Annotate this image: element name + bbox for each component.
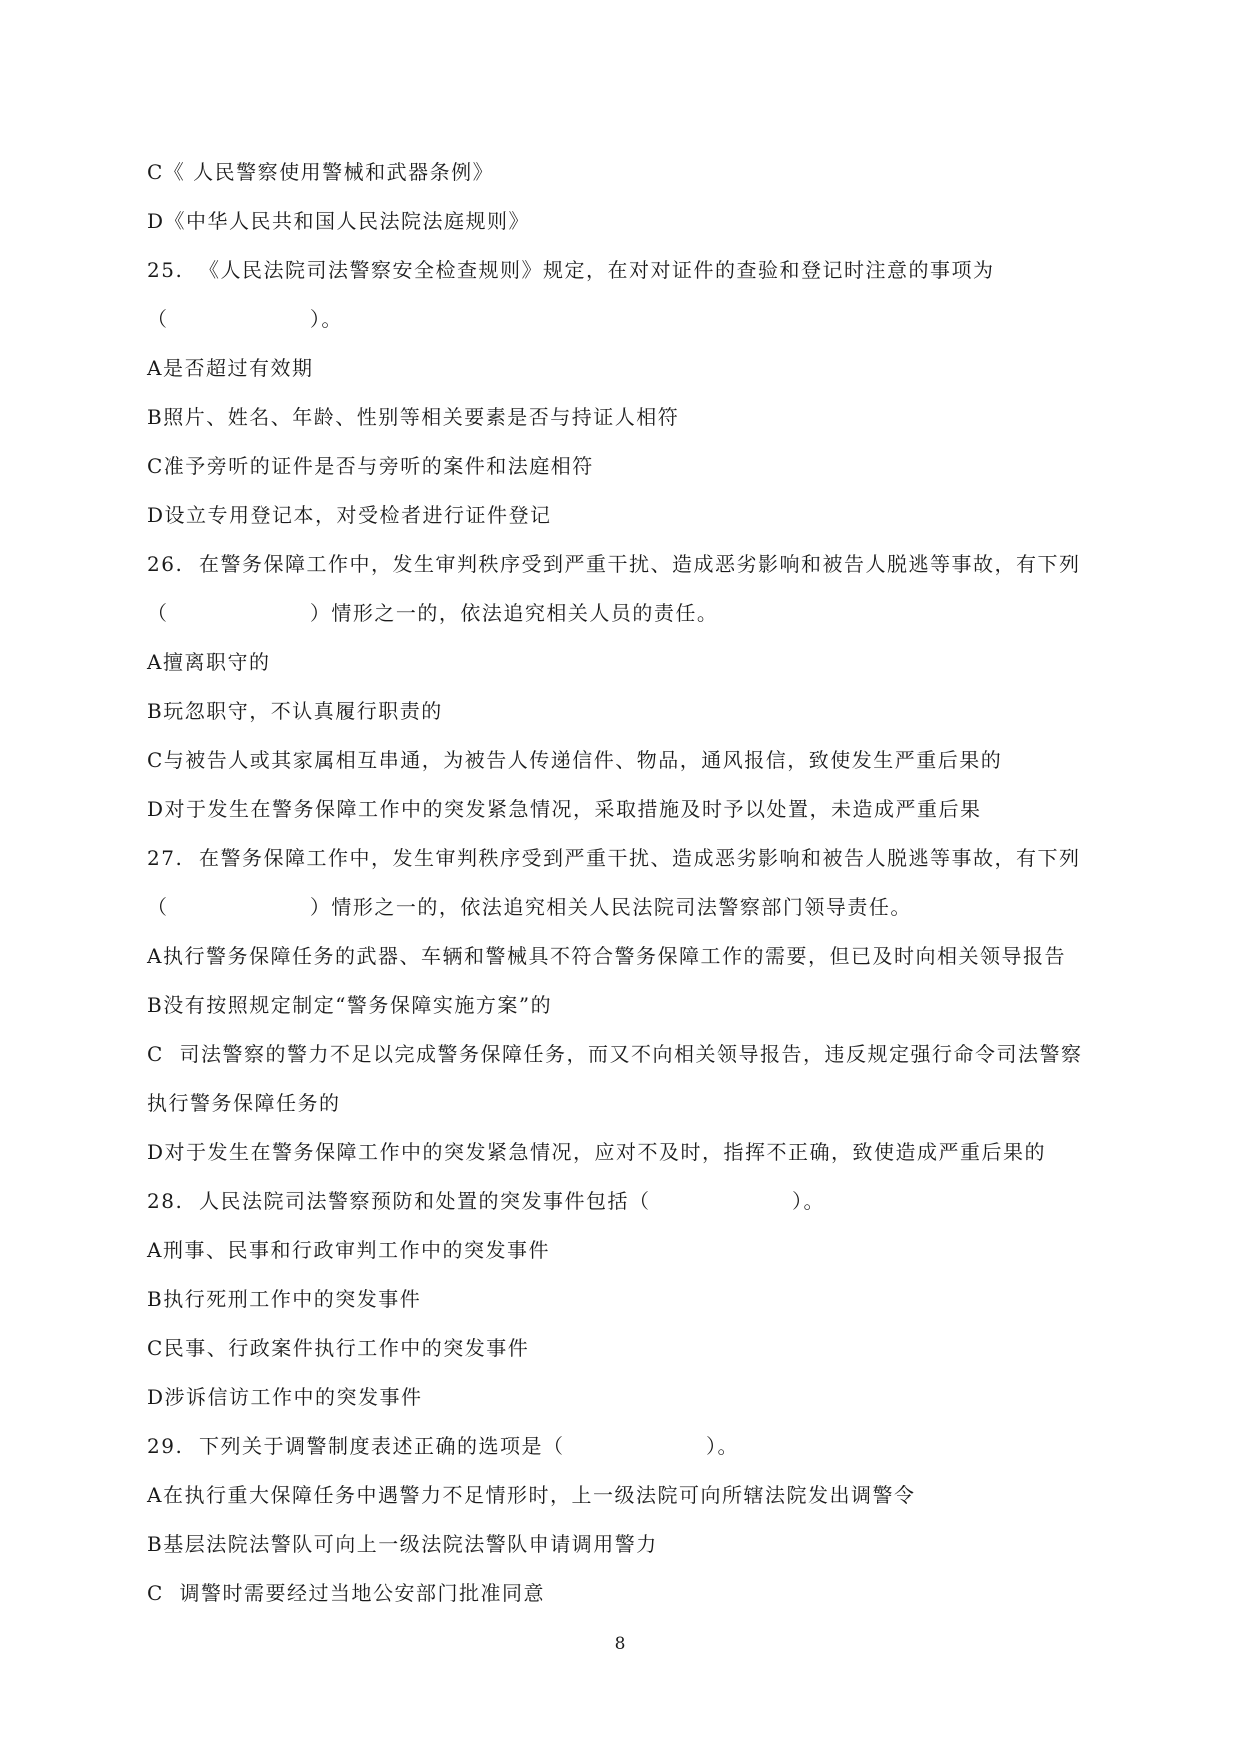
text-line: （ ）情形之一的，依法追究相关人民法院司法警察部门领导责任。 xyxy=(147,895,912,919)
option-line: B基层法院法警队可向上一级法院法警队申请调用警力 xyxy=(147,1532,658,1556)
option-line: A刑事、民事和行政审判工作中的突发事件 xyxy=(147,1238,550,1262)
option-line: D涉诉信访工作中的突发事件 xyxy=(147,1385,423,1409)
option-line: A执行警务保障任务的武器、车辆和警械具不符合警务保障工作的需要，但已及时向相关领导报告 xyxy=(147,944,1066,968)
option-line: D设立专用登记本，对受检者进行证件登记 xyxy=(147,503,552,527)
option-line: D对于发生在警务保障工作中的突发紧急情况，应对不及时，指挥不正确，致使造成严重后果的 xyxy=(147,1140,1047,1164)
question-29: 29. 下列关于调警制度表述正确的选项是（ ）。 xyxy=(147,1434,739,1458)
option-line: A擅离职守的 xyxy=(147,650,271,674)
question-27: 27. 在警务保障工作中，发生审判秩序受到严重干扰、造成恶劣影响和被告人脱逃等事故，有下列 xyxy=(147,846,1081,870)
text-line: C《 人民警察使用警械和武器条例》 xyxy=(147,160,495,184)
option-line: A在执行重大保障任务中遇警力不足情形时，上一级法院可向所辖法院发出调警令 xyxy=(147,1483,916,1507)
option-line: D对于发生在警务保障工作中的突发紧急情况，采取措施及时予以处置，未造成严重后果 xyxy=(147,797,982,821)
option-line: C民事、行政案件执行工作中的突发事件 xyxy=(147,1336,530,1360)
option-line: C准予旁听的证件是否与旁听的案件和法庭相符 xyxy=(147,454,594,478)
option-line: B执行死刑工作中的突发事件 xyxy=(147,1287,422,1311)
option-line: C 司法警察的警力不足以完成警务保障任务，而又不向相关领导报告，违反规定强行命令司法警察 xyxy=(147,1042,1083,1066)
option-line: B玩忽职守，不认真履行职责的 xyxy=(147,699,443,723)
question-26: 26. 在警务保障工作中，发生审判秩序受到严重干扰、造成恶劣影响和被告人脱逃等事故，有下列 xyxy=(147,552,1081,576)
text-line: （ ）。 xyxy=(147,307,343,331)
text-line: （ ）情形之一的，依法追究相关人员的责任。 xyxy=(147,601,719,625)
option-line: B照片、姓名、年龄、性别等相关要素是否与持证人相符 xyxy=(147,405,680,429)
option-line: C与被告人或其家属相互串通，为被告人传递信件、物品，通风报信，致使发生严重后果的 xyxy=(147,748,1003,772)
question-25: 25. 《人民法院司法警察安全检查规则》规定，在对对证件的查验和登记时注意的事项为 xyxy=(147,258,995,282)
text-line: D《中华人民共和国人民法院法庭规则》 xyxy=(147,209,531,233)
option-line: B没有按照规定制定“警务保障实施方案”的 xyxy=(147,993,553,1017)
option-line: C 调警时需要经过当地公安部门批准同意 xyxy=(147,1581,546,1605)
text-line: 执行警务保障任务的 xyxy=(147,1091,341,1115)
question-28: 28. 人民法院司法警察预防和处置的突发事件包括（ ）。 xyxy=(147,1189,825,1213)
page-number: 8 xyxy=(614,1634,626,1654)
option-line: A是否超过有效期 xyxy=(147,356,314,380)
